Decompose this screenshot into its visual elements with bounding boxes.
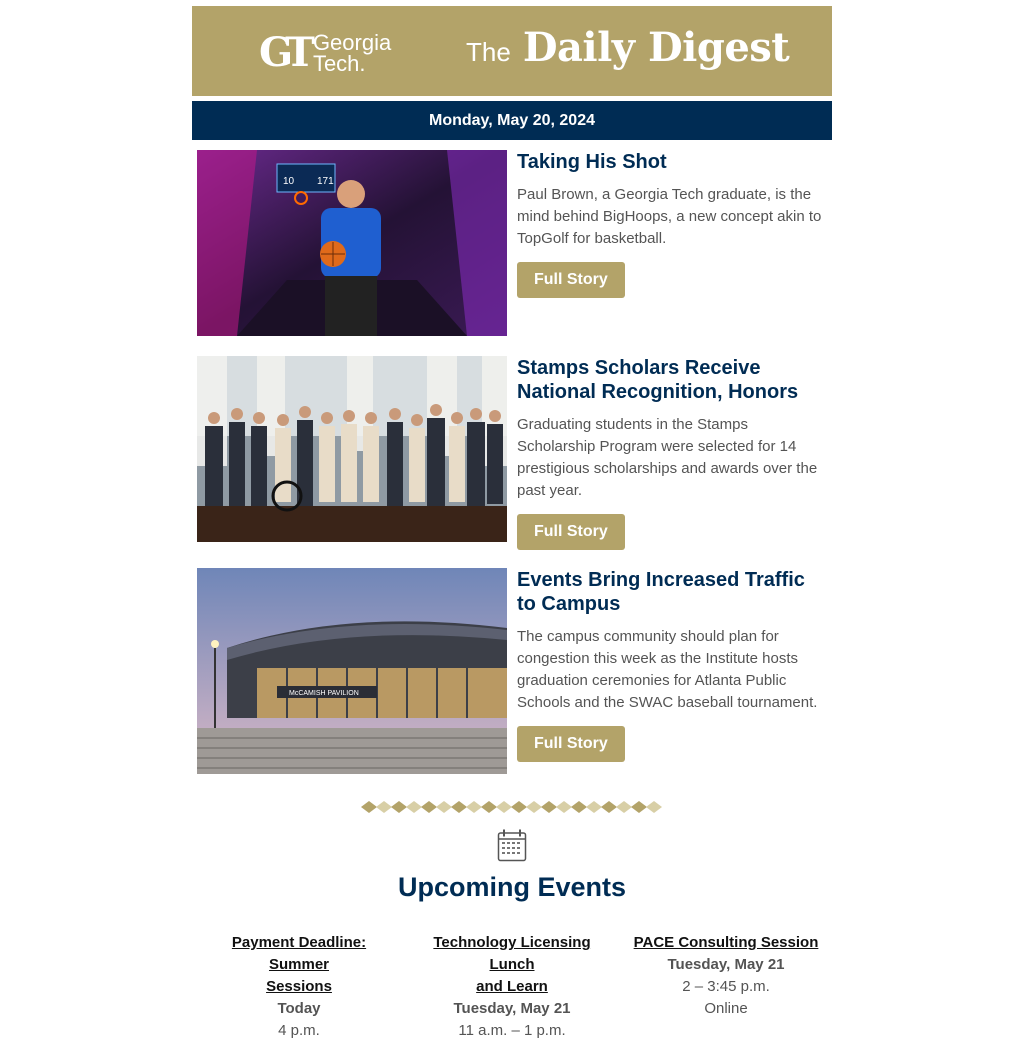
story-card (197, 568, 827, 774)
event-link[interactable] (630, 932, 822, 954)
divider-diamond (436, 801, 452, 813)
masthead (192, 6, 832, 96)
divider-diamond (616, 801, 632, 813)
title-main: Daily Digest (522, 24, 790, 71)
story-summary: Paul Brown, a Georgia Tech graduate, is the mind behind BigHoops, a new concept akin to TopGolf for basketball. (517, 186, 822, 247)
divider-diamond (466, 801, 482, 813)
gt-monogram: GT (259, 29, 307, 76)
event-item (202, 932, 396, 1042)
story-body (517, 356, 829, 550)
scoreboard-right: 171 (317, 176, 334, 187)
divider-diamond (586, 801, 602, 813)
event-name-line-2: and Learn (476, 978, 548, 995)
issue-date: Monday, May 20, 2024 (429, 111, 595, 129)
full-story-button[interactable]: Full Story (517, 262, 625, 298)
date-bar (192, 101, 832, 140)
brand-line-1: Georgia (312, 30, 392, 55)
story-body (517, 568, 829, 762)
title-prefix: The (466, 37, 511, 67)
upcoming-events-heading: Upcoming Events (397, 872, 627, 902)
event-name-line-2: Sessions (266, 978, 332, 995)
divider-diamond (556, 801, 572, 813)
event-location: Online (704, 1000, 748, 1017)
full-story-button[interactable]: Full Story (517, 726, 625, 762)
newsletter (192, 6, 832, 140)
divider-diamond (526, 801, 542, 813)
event-date: Tuesday, May 21 (453, 1000, 571, 1017)
event-link[interactable] (202, 932, 396, 998)
story-photo-scholars[interactable] (197, 356, 507, 542)
story-title[interactable]: Stamps Scholars Receive National Recognition, Honors (517, 357, 799, 403)
event-name-line-1: Technology Licensing Lunch (433, 934, 591, 973)
pavilion-sign: McCAMISH PAVILION (289, 690, 359, 697)
decorative-divider (361, 799, 663, 815)
story-photo-basketball[interactable] (197, 150, 507, 336)
event-name-line-1: Payment Deadline: Summer (231, 934, 367, 973)
divider-diamond (631, 801, 647, 813)
event-time: 11 a.m. – 1 p.m. (458, 1022, 566, 1039)
story-title[interactable]: Taking His Shot (517, 151, 667, 173)
basketball-photo-image (197, 150, 507, 336)
divider-diamond (571, 801, 587, 813)
calendar-icon (497, 828, 527, 862)
event-name-line-1: PACE Consulting Session (633, 934, 819, 951)
story-title[interactable]: Events Bring Increased Traffic to Campus (517, 569, 805, 615)
divider-diamond (451, 801, 467, 813)
event-link[interactable] (414, 932, 610, 998)
divider-diamond (361, 801, 377, 813)
divider-diamond (421, 801, 437, 813)
event-time: 2 – 3:45 p.m. (682, 978, 770, 995)
georgia-tech-logo[interactable] (259, 30, 419, 76)
story-photo-pavilion[interactable] (197, 568, 507, 774)
full-story-button[interactable]: Full Story (517, 514, 625, 550)
divider-diamond (391, 801, 407, 813)
divider-diamond (376, 801, 392, 813)
georgia-tech-wordmark (313, 32, 391, 74)
story-summary: Graduating students in the Stamps Scholarship Program were selected for 14 prestigious scholarships and awards over the past year. (517, 416, 818, 499)
story-card (197, 150, 827, 336)
divider-diamond (646, 801, 662, 813)
divider-diamond (496, 801, 512, 813)
pavilion-photo-image (197, 568, 507, 774)
event-item (630, 932, 822, 1020)
event-date: Today (277, 1000, 321, 1017)
story-body (517, 150, 829, 298)
event-time: 4 p.m. (278, 1022, 320, 1039)
divider-diamond (511, 801, 527, 813)
divider-diamond (481, 801, 497, 813)
newsletter-title (466, 24, 789, 71)
brand-line-2: Tech. (312, 51, 366, 76)
divider-diamond (406, 801, 422, 813)
scoreboard-left: 10 (283, 176, 295, 187)
event-date: Tuesday, May 21 (667, 956, 785, 973)
scholars-group-photo-image (197, 356, 507, 542)
divider-diamond (601, 801, 617, 813)
event-item (414, 932, 610, 1042)
story-card (197, 356, 827, 542)
story-summary: The campus community should plan for congestion this week as the Institute hosts graduation ceremonies for Atlanta Public Schools and the SWAC baseball tournament. (517, 628, 818, 711)
divider-diamond (541, 801, 557, 813)
